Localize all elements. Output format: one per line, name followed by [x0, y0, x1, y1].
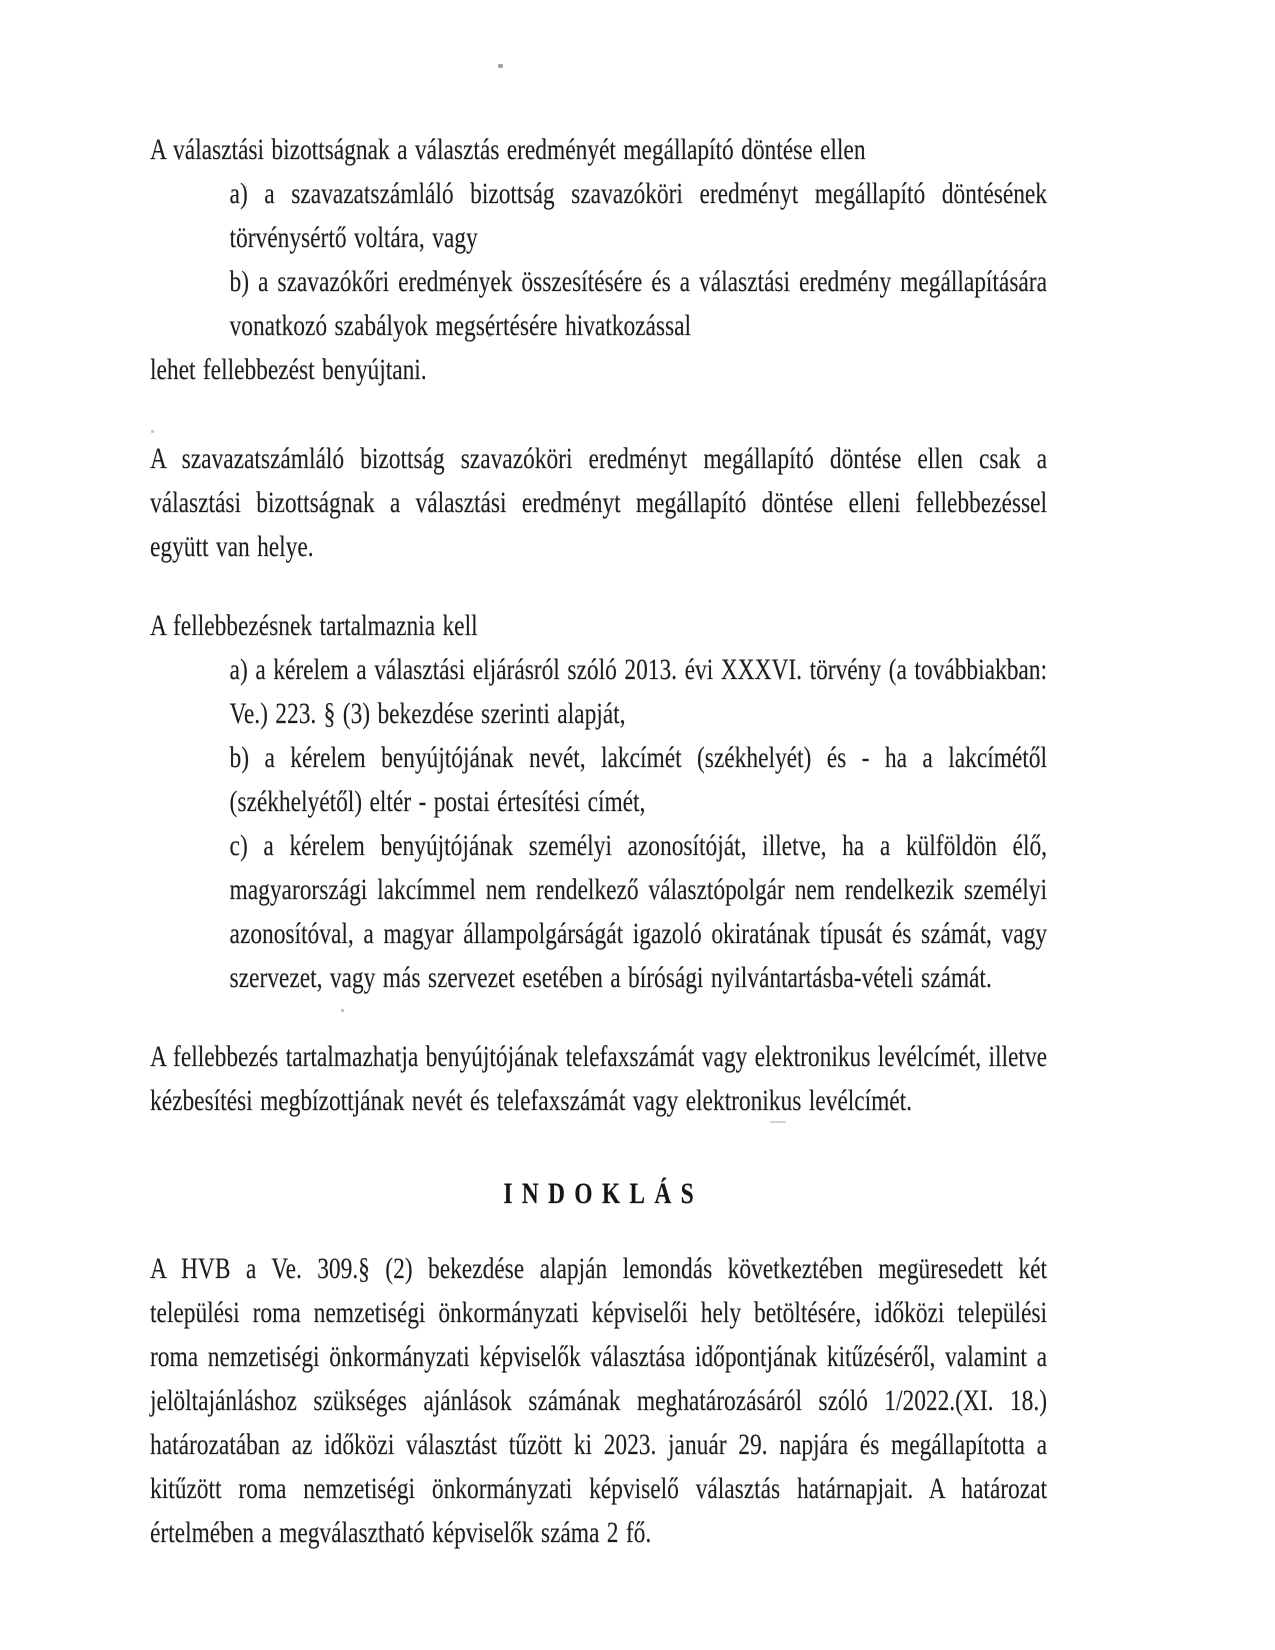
para-appeal-may-be-submitted: lehet fellebbezést benyújtani. [150, 353, 427, 386]
section-heading-indoklas: INDOKLÁS [503, 1177, 704, 1210]
para-appeal-optional-content: A fellebbezés tartalmazhatja benyújtójának telefaxszámát vagy elektronikus levélcímét, illetve kézbesítési megbízottjának nevét és telefaxszámát vagy elektronikus levélcímét. [150, 1040, 1047, 1117]
list-item-b-appeal-content: b) a kérelem benyújtójának nevét, lakcímét (székhelyét) és - ha a lakcímétől (székhelyétől) eltér - postai értesítési címét, [229, 741, 1047, 818]
para-appeal-must-contain: A fellebbezésnek tartalmaznia kell [150, 609, 478, 642]
scan-artifact-dash [770, 1121, 786, 1123]
list-item-a-appeal-content: a) a kérelem a választási eljárásról szóló 2013. évi XXXVI. törvény (a továbbiakban: Ve.) 223. § (3) bekezdése szerinti alapját, [229, 653, 1047, 730]
para-ssz-appeal-only-together: A szavazatszámláló bizottság szavazóköri eredményt megállapító döntése ellen csak a választási bizottságnak a választási eredményt megállapító döntése elleni fellebbezéssel együtt van helye. [150, 442, 1047, 563]
document-body-upper [150, 128, 1047, 1123]
list-item-c-appeal-content: c) a kérelem benyújtójának személyi azonosítóját, illetve, ha a külföldön élő, magyarországi lakcímmel nem rendelkező választópolgár nem rendelkezik személyi azonosítóval, a magyar állampolgárságát igazoló okiratának típusát és számát, vagy szervezet, vagy más szervezet esetében a bírósági nyilvántartásba-vételi számát. [229, 829, 1047, 994]
para-hvb-justification: A HVB a Ve. 309.§ (2) bekezdése alapján lemondás következtében megüresedett két települési roma nemzetiségi önkormányzati képviselői hely betöltésére, időközi települési roma nemzetiségi önkormányzati képviselők választása időpontjának kitűzéséről, valamint a jelöltajánláshoz szükséges ajánlások számának meghatározásáról szóló 1/2022.(XI. 18.) határozatában az időközi választást tűzött ki 2023. január 29. napjára és megállapította a kitűzött roma nemzetiségi önkormányzati képviselő választás határnapjait. A határozat értelmében a megválasztható képviselők száma 2 fő. [150, 1252, 1047, 1549]
list-item-b-appeal-ground: b) a szavazókőri eredmények összesítésére és a választási eredmény megállapítására vonatkozó szabályok megsértésére hivatkozással [229, 265, 1047, 342]
scan-artifact-speck [151, 430, 154, 433]
scan-artifact-speck [245, 186, 247, 188]
scan-artifact-speck [498, 64, 503, 68]
scan-artifact-speck [341, 1009, 344, 1012]
para-appeal-against-decision: A választási bizottságnak a választás eredményét megállapító döntése ellen [150, 133, 866, 166]
scan-artifact-speck [488, 334, 491, 337]
document-body-lower [150, 1247, 1047, 1555]
list-item-a-appeal-ground: a) a szavazatszámláló bizottság szavazóköri eredményt megállapító döntésének törvénysértő voltára, vagy [229, 177, 1047, 254]
